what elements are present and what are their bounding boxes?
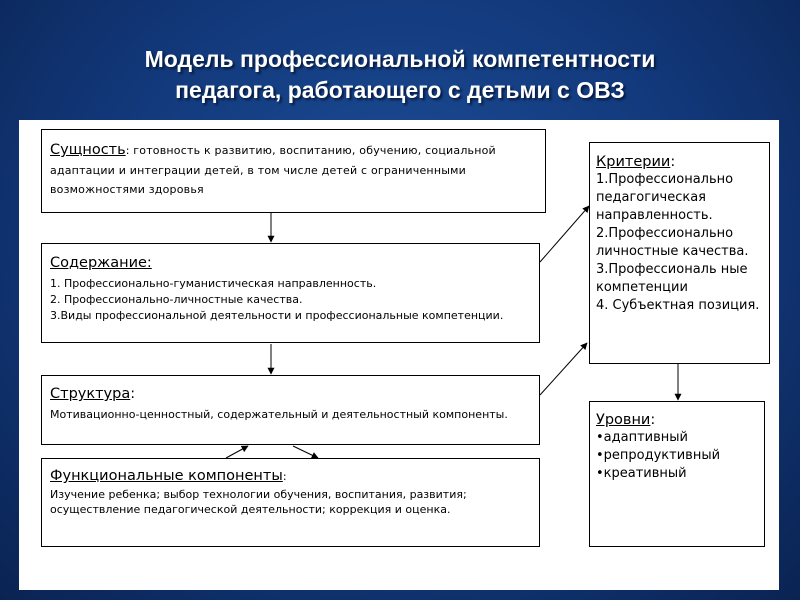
levels-item: •репродуктивный [596, 448, 721, 463]
levels-heading: Уровни [596, 412, 651, 428]
criteria-colon: : [670, 154, 676, 170]
functional-text: Изучение ребенка; выбор технологии обучения, воспитания, развития; осуществление педагогической деятельности; коррекция и оценка. [50, 488, 467, 516]
levels-item: •креативный [596, 466, 687, 481]
criteria-item: 3.Профессиональ ные компетенции [596, 262, 748, 295]
levels-box [589, 401, 765, 547]
criteria-list [596, 171, 765, 315]
slide-title-line-2: педагога, работающего с детьми с ОВЗ [175, 77, 625, 103]
structure-box [41, 375, 540, 445]
criteria-box [589, 142, 770, 364]
slide-title [0, 44, 800, 106]
essence-box [41, 129, 546, 213]
criteria-item: 4. Субъектная позиция. [596, 298, 760, 313]
slide-title-line-1: Модель профессиональной компетентности [144, 46, 656, 72]
content-item: 1. Профессионально-гуманистическая направленность. [50, 277, 377, 290]
criteria-heading: Критерии [596, 154, 671, 170]
levels-item: •адаптивный [596, 430, 688, 445]
content-item: 3.Виды профессиональной деятельности и профессиональные компетенции. [50, 309, 504, 322]
functional-box [41, 458, 540, 547]
essence-text: : готовность к развитию, воспитанию, обучению, социальной адаптации и интеграции детей, в том числе детей с ограниченными возможностями здоровья [50, 144, 496, 196]
structure-text: Мотивационно-ценностный, содержательный и деятельностный компоненты. [50, 408, 508, 421]
content-list [50, 276, 532, 324]
criteria-item: 2.Профессионально личностные качества. [596, 226, 749, 259]
structure-heading: Структура [50, 386, 131, 402]
structure-colon: : [130, 386, 136, 402]
levels-colon: : [650, 412, 656, 428]
essence-heading: Сущность [50, 142, 126, 158]
content-item: 2. Профессионально-личностные качества. [50, 293, 303, 306]
levels-list [596, 429, 760, 483]
functional-colon: : [282, 470, 287, 483]
functional-heading: Функциональные компоненты [50, 468, 283, 484]
content-heading: Содержание: [50, 255, 152, 271]
criteria-item: 1.Профессионально педагогическая направленность. [596, 172, 734, 223]
content-box [41, 243, 540, 343]
